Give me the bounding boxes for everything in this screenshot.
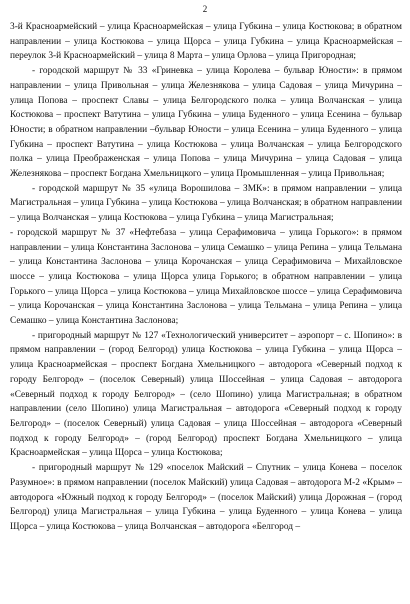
page-number: 2 xyxy=(202,4,208,14)
paragraph-route-35: - городской маршрут № 35 «улица Ворошилова – ЗМК»: в прямом направлении – улица Магистральная – улица Губкина – улица Костюкова – улица Волчанская; в обратном направлении – улица Волчанская – улица Костюкова – улица Губкина – улица Магистральная; xyxy=(10,183,402,224)
paragraph-route-33: - городской маршрут № 33 «Гриневка – улица Королева – бульвар Юности»: в прямом направлении – улица Привольная – улица Железнякова – улица Садовая – улица Мичурина – улица Попова – проспект Славы – улица Белгородского полка – улица Волчанская – улица Костюкова – проспект Ватутина – улица Губкина – улица Буденного – улица Есенина – бульвар Юности; в обратном направлении –бульвар Юности – улица Есенина – улица Буденного – улица Губкина – проспект Ватутина – улица Костюкова – улица Волчанская – улица Белгородского полка – улица Преображенская – улица Попова – улица Мичурина – улица Садовая – улица Железнякова – проспект Богдана Хмельницкого – улица Промышленная – улица Привольная; xyxy=(10,66,402,180)
paragraph-route-continuation: 3-й Красноармейский – улица Красноармейская – улица Губкина – улица Костюкова; в обратном направлении – улица Костюкова – улица Щорса – улица Губкина – улица Красноармейская – переулок 3-й Красноармейский – улица 8 Марта – улица Орлова – улица Пригородная; xyxy=(10,22,402,62)
paragraph-route-37: - городской маршрут № 37 «Нефтебаза – улица Серафимовича – улица Горького»: в прямом направлении – улица Константина Заслонова – улица Семашко – улица Репина – улица Тельмана – улица Константина Заслонова – улица Корочанская – улица Серафимовича – Михайловское шоссе – улица Костюкова – улица Щорса улица Горького; в обратном направлении – улица Горького – улица Щорса – улица Костюкова – улица Михайловское шоссе – улица Серафимовича – улица Корочанская – улица Константина Заслонова – улица Тельмана – улица Репина – улица Семашко – улица Константина Заслонова; xyxy=(10,227,402,327)
paragraph-route-127: - пригородный маршрут № 127 «Технологический университет – аэропорт – с. Шопино»: в прямом направлении – (город Белгород) улица Костюкова – улица Губкина – улица Щорса – улица Красноармейская – проспект Богдана Хмельницкого – автодорога «Северный подход к городу Белгород» – (поселок Северный) улица Шоссейная – улица Садовая – автодорога «Северный подход к городу Белгород» – (село Шопино) улица Магистральная; в обратном направлении (село Шопино) улица Магистральная – автодорога «Северный подход к городу Белгород» – (поселок Северный) улица Садовая – улица Шоссейная – автодорога «Северный подход к городу Белгород» – (город Белгород) проспект Богдана Хмельницкого – улица Красноармейская – улица Щорса – улица Костюкова; xyxy=(10,330,402,459)
paragraph-route-129: - пригородный маршрут № 129 «поселок Майский – Спутник – улица Конева – поселок Разумное»: в прямом направлении (поселок Майский) улица Садовая – автодорога М-2 «Крым» – автодорога «Южный подход к городу Белгород» – (поселок Майский) улица Дорожная – (город Белгород) улица Магистральная – улица Губкина – улица Буденного – улица Конева – улица Щорса – улица Костюкова – улица Волчанская – автодорога «Белгород – xyxy=(10,463,402,532)
document-body xyxy=(10,20,402,535)
